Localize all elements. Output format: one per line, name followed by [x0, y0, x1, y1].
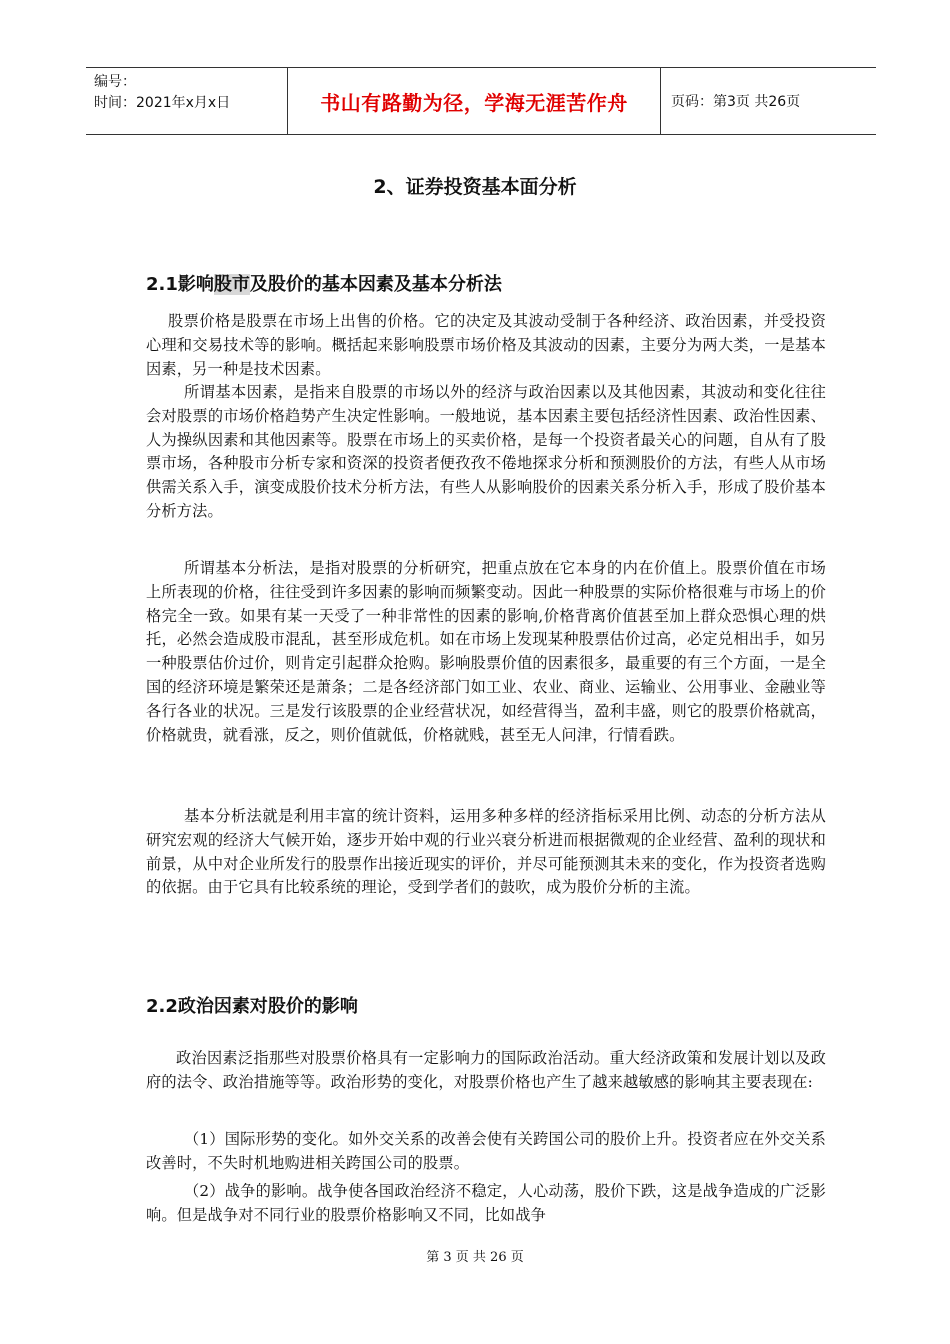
- paragraph: 所谓基本分析法，是指对股票的分析研究，把重点放在它本身的内在价值上。股票价值在市场上所表现的价格，往往受到许多因素的影响而频繁变动。因此一种股票的实际价格很难与市场上的价格完全一致。如果有某一天受了一种非常性的因素的影响,价格背离价值甚至加上群众恐惧心理的烘托，必然会造成股市混乱，甚至形成危机。如在市场上发现某种股票估价过高，必定兑相出手，如另一种股票估价过价，则肯定引起群众抢购。影响股票价值的因素很多，最重要的有三个方面，一是全国的经济环境是繁荣还是萧条；二是各经济部门如工业、农业、商业、运输业、公用事业、金融业等各行各业的状况。三是发行该股票的企业经营状况，如经营得当，盈利丰盛，则它的股票价格就高，价格就贵，就看涨，反之，则价值就低，价格就贱，甚至无人问津，行情看跌。: [146, 559, 826, 744]
- paragraph: 政治因素泛指那些对股票价格具有一定影响力的国际政治活动。重大经济政策和发展计划以及政府的法令、政治措施等等。政治形势的变化，对股票价格也产生了越来越敏感的影响其主要表现在:: [146, 1049, 826, 1091]
- document-date-label: 时间：2021年x月x日: [94, 95, 231, 111]
- paragraph: （2）战争的影响。战争使各国政治经济不稳定，人心动荡，股价下跌，这是战争造成的广泛影响。但是战争对不同行业的股票价格影响又不同，比如战争: [146, 1182, 826, 1224]
- document-number-label: 编号：: [94, 74, 136, 90]
- page-footer: 第 3 页 共 26 页: [426, 1250, 524, 1265]
- header-meta: [86, 68, 287, 134]
- paragraph: 所谓基本因素，是指来自股票的市场以外的经济与政治因素以及其他因素，其波动和变化往往会对股票的市场价格趋势产生决定性影响。一般地说，基本因素主要包括经济性因素、政治性因素、人为操纵因素和其他因素等。股票在市场上的买卖价格，是每一个投资者最关心的问题，自从有了股票市场，各种股市分析专家和资深的投资者便孜孜不倦地探求分析和预测股价的方法，有些人从市场供需关系入手，演变成股价技术分析方法，有些人从影响股价的因素关系分析入手，形成了股价基本分析方法。: [146, 383, 826, 520]
- paragraph: 基本分析法就是利用丰富的统计资料，运用多种多样的经济指标采用比例、动态的分析方法从研究宏观的经济大气候开始，逐步开始中观的行业兴衰分析进而根据微观的企业经营、盈利的现状和前景，从中对企业所发行的股票作出接近现实的评价，并尽可能预测其未来的变化，作为投资者选购的依据。由于它具有比较系统的理论，受到学者们的鼓吹，成为股价分析的主流。: [146, 807, 826, 897]
- header-motto: 书山有路勤为径，学海无涯苦作舟: [320, 90, 628, 115]
- header-page-cell: [661, 68, 876, 134]
- highlighted-text: 股市: [213, 274, 250, 295]
- header-motto-cell: [287, 68, 661, 134]
- section-heading-2-1: [146, 270, 502, 296]
- chapter-title: 2、证券投资基本面分析: [373, 176, 577, 198]
- section-heading-suffix: 及股价的基本因素及基本分析法: [249, 274, 502, 295]
- header-page-number: 页码：第3页 共26页: [671, 94, 801, 110]
- paragraph: 股票价格是股票在市场上出售的价格。它的决定及其波动受制于各种经济、政治因素，并受投资心理和交易技术等的影响。概括起来影响股票市场价格及其波动的因素，主要分为两大类，一是基本因素，另一种是技术因素。: [146, 312, 826, 378]
- paragraph: （1）国际形势的变化。如外交关系的改善会使有关跨国公司的股价上升。投资者应在外交关系改善时，不失时机地购进相关跨国公司的股票。: [146, 1130, 826, 1172]
- section-heading-2-2: 2.2政治因素对股价的影响: [146, 996, 358, 1017]
- page-header: [86, 67, 876, 135]
- section-heading-prefix: 2.1影响: [146, 274, 214, 295]
